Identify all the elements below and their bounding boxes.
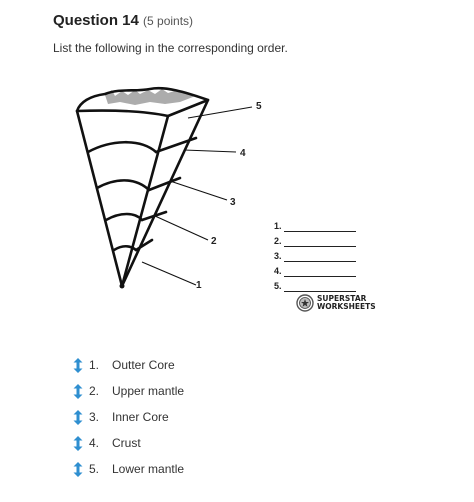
diagram-label-4: 4: [240, 148, 246, 159]
ordering-item[interactable]: [70, 430, 184, 456]
logo-line-1: SUPERSTAR: [317, 294, 367, 303]
item-number: 1.: [89, 358, 100, 372]
layer-line: [88, 142, 156, 152]
blank-underline: [284, 261, 356, 262]
blank-line-1: [274, 221, 356, 234]
blank-number: 3.: [274, 251, 282, 261]
drag-handle-icon[interactable]: [70, 461, 86, 477]
item-label: Lower mantle: [112, 462, 185, 476]
blank-underline: [284, 291, 356, 292]
item-label: Upper mantle: [112, 384, 185, 398]
ordering-item[interactable]: [70, 352, 184, 378]
ordering-item[interactable]: [70, 404, 184, 430]
item-number: 4.: [89, 436, 100, 450]
item-label: Outter Core: [112, 358, 175, 372]
drag-handle-icon[interactable]: [70, 357, 86, 373]
leader-line-5: [188, 107, 252, 118]
blank-number: 4.: [274, 266, 282, 276]
blank-number: 1.: [274, 221, 282, 231]
diagram-label-5: 5: [256, 101, 262, 112]
leader-line-1: [142, 262, 196, 285]
drag-handle-icon[interactable]: [70, 435, 86, 451]
item-number: 5.: [89, 462, 100, 476]
ordering-list: [70, 352, 184, 482]
ordering-item[interactable]: [70, 456, 184, 482]
diagram-label-2: 2: [211, 236, 217, 247]
blank-number: 5.: [274, 281, 282, 291]
question-title: Question 14: [53, 12, 139, 29]
blank-underline: [284, 231, 356, 232]
diagram-label-3: 3: [230, 197, 236, 208]
blank-underline: [284, 276, 356, 277]
logo-line-2: WORKSHEETS: [317, 302, 376, 311]
leader-line-4: [184, 150, 236, 152]
question-header: [53, 12, 193, 29]
ordering-item[interactable]: [70, 378, 184, 404]
item-label: Inner Core: [112, 410, 169, 424]
cone-outline: [77, 100, 208, 286]
blank-underline: [284, 246, 356, 247]
blank-line-2: [274, 236, 356, 249]
leader-line-3: [170, 181, 227, 200]
blank-line-4: [274, 266, 356, 279]
core-center: [120, 284, 125, 289]
star-badge-icon: [296, 294, 314, 312]
drag-handle-icon[interactable]: [70, 409, 86, 425]
blank-number: 2.: [274, 236, 282, 246]
blank-line-5: [274, 281, 356, 294]
diagram-label-1: 1: [196, 280, 202, 291]
item-number: 2.: [89, 384, 100, 398]
leader-line-2: [155, 216, 208, 240]
drag-handle-icon[interactable]: [70, 383, 86, 399]
superstar-worksheets-logo: [296, 294, 376, 312]
question-points: (5 points): [143, 14, 194, 28]
item-number: 3.: [89, 410, 100, 424]
item-label: Crust: [112, 436, 141, 450]
question-prompt: List the following in the corresponding order.: [53, 41, 288, 55]
blank-line-3: [274, 251, 356, 264]
